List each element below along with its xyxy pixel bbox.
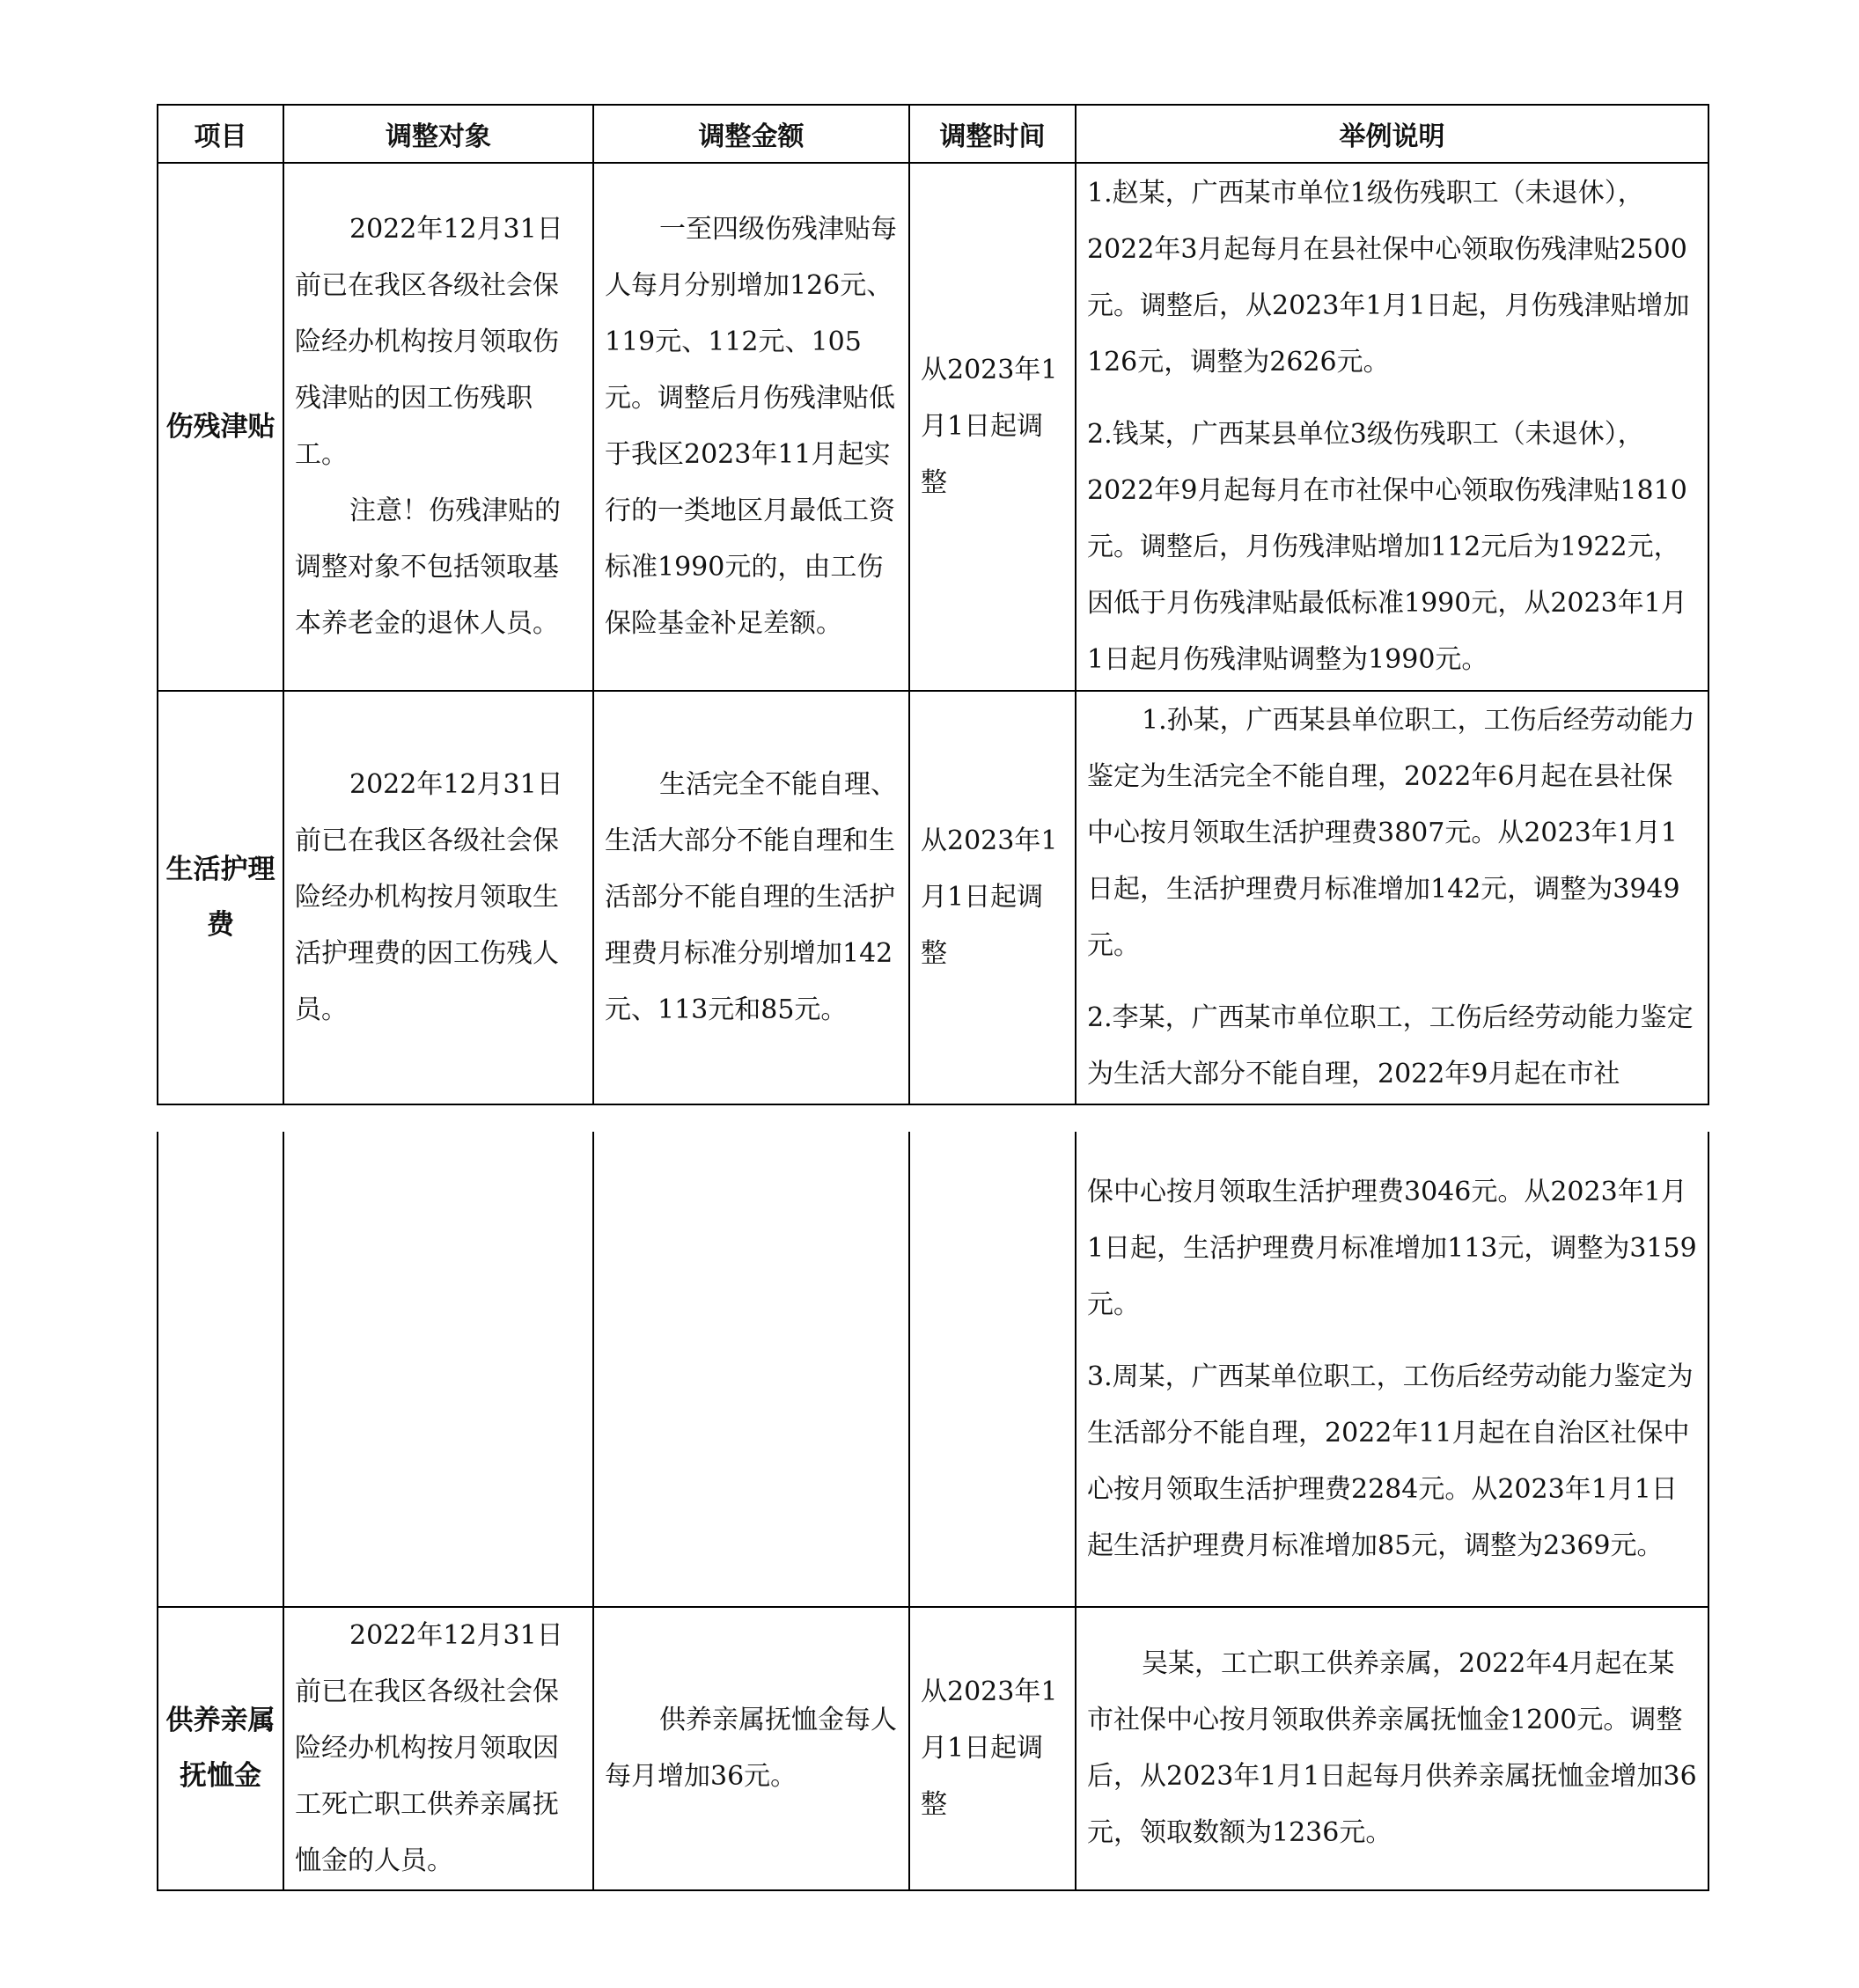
adjustment-table-part1 bbox=[157, 104, 1709, 1105]
row-target-empty bbox=[283, 1132, 593, 1607]
row-amount-empty bbox=[593, 1132, 909, 1607]
row-time-text: 从2023年1月1日起调整 bbox=[921, 355, 1058, 498]
row-target-text: 2022年12月31日前已在我区各级社会保险经办机构按月领取生活护理费的因工伤残人员。 bbox=[295, 769, 563, 1025]
row-time bbox=[909, 691, 1076, 1104]
header-target: 调整对象 bbox=[283, 105, 593, 163]
row-time bbox=[909, 1607, 1076, 1890]
row-amount bbox=[593, 163, 909, 691]
row-amount-text: 一至四级伤残津贴每人每月分别增加126元、119元、112元、105元。调整后月伤残津贴低于我区2023年11月起实行的一类地区月最低工资标准1990元的，由工伤保险基金补足差额。 bbox=[605, 214, 897, 639]
row-target-note: 注意！伤残津贴的调整对象不包括领取基本养老金的退休人员。 bbox=[295, 495, 561, 639]
row-item: 供养亲属抚恤金 bbox=[158, 1607, 283, 1890]
row-amount bbox=[593, 691, 909, 1104]
row-amount-text: 生活完全不能自理、生活大部分不能自理和生活部分不能自理的生活护理费月标准分别增加142元、113元和85元。 bbox=[605, 769, 897, 1025]
row-item: 伤残津贴 bbox=[158, 163, 283, 691]
header-examples: 举例说明 bbox=[1076, 105, 1708, 163]
row-amount bbox=[593, 1607, 909, 1890]
example-text: 1.孙某，广西某县单位职工，工伤后经劳动能力鉴定为生活完全不能自理，2022年6月起在县社保中心按月领取生活护理费3807元。从2023年1月1日起，生活护理费月标准增加142元，调整为3949元。 bbox=[1087, 705, 1695, 961]
row-time-text: 从2023年1月1日起调整 bbox=[921, 825, 1058, 969]
example-text: 吴某，工亡职工供养亲属，2022年4月起在某市社保中心按月领取供养亲属抚恤金1200元。调整后，从2023年1月1日起每月供养亲属抚恤金增加36元，领取数额为1236元。 bbox=[1087, 1648, 1697, 1848]
row-time-empty bbox=[909, 1132, 1076, 1607]
table-row bbox=[158, 163, 1708, 691]
row-item: 生活护理费 bbox=[158, 691, 283, 1104]
header-item: 项目 bbox=[158, 105, 283, 163]
row-examples bbox=[1076, 163, 1708, 691]
header-time: 调整时间 bbox=[909, 105, 1076, 163]
example-text: 2.李某，广西某市单位职工，工伤后经劳动能力鉴定为生活大部分不能自理，2022年9月起在市社 bbox=[1087, 1002, 1694, 1089]
table-row bbox=[158, 691, 1708, 1104]
row-time bbox=[909, 163, 1076, 691]
example-text: 保中心按月领取生活护理费3046元。从2023年1月1日起，生活护理费月标准增加113元，调整为3159元。 bbox=[1087, 1176, 1697, 1320]
table-row-continued bbox=[158, 1132, 1708, 1607]
row-examples bbox=[1076, 1607, 1708, 1890]
row-target-text: 2022年12月31日前已在我区各级社会保险经办机构按月领取因工死亡职工供养亲属抚恤金的人员。 bbox=[295, 1620, 563, 1876]
row-time-text: 从2023年1月1日起调整 bbox=[921, 1676, 1058, 1820]
row-target-text: 2022年12月31日前已在我区各级社会保险经办机构按月领取伤残津贴的因工伤残职工。 bbox=[295, 214, 563, 470]
header-amount: 调整金额 bbox=[593, 105, 909, 163]
row-amount-text: 供养亲属抚恤金每人每月增加36元。 bbox=[605, 1705, 897, 1792]
row-examples bbox=[1076, 1132, 1708, 1607]
row-target bbox=[283, 1607, 593, 1890]
row-target bbox=[283, 691, 593, 1104]
row-examples bbox=[1076, 691, 1708, 1104]
example-text: 1.赵某，广西某市单位1级伤残职工（未退休），2022年3月起每月在县社保中心领取伤残津贴2500元。调整后，从2023年1月1日起，月伤残津贴增加126元，调整为2626元。 bbox=[1087, 178, 1690, 378]
row-item-empty bbox=[158, 1132, 283, 1607]
row-target bbox=[283, 163, 593, 691]
example-text: 3.周某，广西某单位职工，工伤后经劳动能力鉴定为生活部分不能自理，2022年11月起在自治区社保中心按月领取生活护理费2284元。从2023年1月1日起生活护理费月标准增加85元，调整为2369元。 bbox=[1087, 1361, 1694, 1561]
header-row bbox=[158, 105, 1708, 163]
adjustment-table-part2 bbox=[157, 1132, 1709, 1891]
table-row bbox=[158, 1607, 1708, 1890]
example-text: 2.钱某，广西某县单位3级伤残职工（未退休），2022年9月起每月在市社保中心领取伤残津贴1810元。调整后，月伤残津贴增加112元后为1922元，因低于月伤残津贴最低标准1990元，从2023年1月1日起月伤残津贴调整为1990元。 bbox=[1087, 419, 1687, 675]
